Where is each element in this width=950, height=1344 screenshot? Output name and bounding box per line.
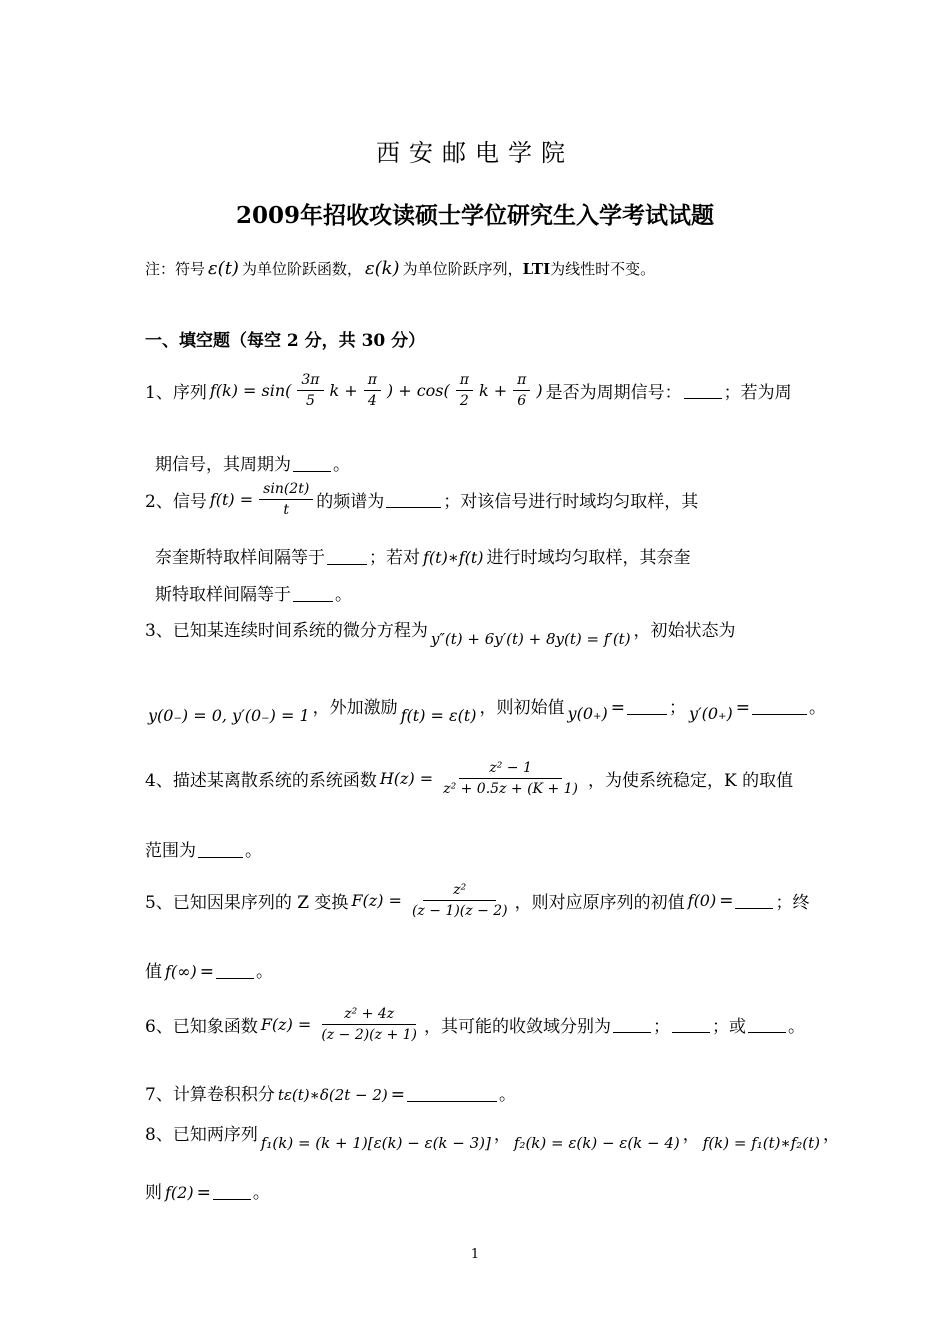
- q4-fraction: $\frac{\text{z² − 1}}{\text{z² + 0.5z + (K + 1)}}$: [443, 760, 578, 797]
- exam-title: 2009年招收攻读硕士学位研究生入学考试试题: [235, 202, 714, 229]
- answer-blank[interactable]: [735, 892, 773, 909]
- question-6-line-1: 6、已知象函数 F(z) = $\frac{\text{z² + 4z}}{(z - 2)(z + 1)}$ ，其可能的收敛域分别为 ； ；或 。: [145, 1006, 806, 1043]
- note-text-1: 为单位阶跃函数，: [241, 260, 362, 278]
- question-3-line-2: y(0₋) = 0, y′(0₋) = 1 ，外加激励 f(t) = ε(t) ，则初始值 y(0₊) = ； y′(0₊) = 。: [148, 698, 826, 725]
- note-lti: LTI: [522, 260, 551, 278]
- answer-blank[interactable]: [407, 1085, 497, 1102]
- note-symbol-step-sequence: ε(k): [364, 258, 400, 279]
- question-2-line-3: 斯特取样间隔等于 。: [155, 585, 352, 605]
- question-4-line-1: 4、描述某离散系统的系统函数 H(z) = $\frac{\text{z² − 1}}{\text{z² + 0.5z + (K + 1)}}$ ，为使系统稳定，K 的取值: [145, 760, 794, 797]
- page-number: 1: [470, 1247, 480, 1262]
- question-4-line-2: 范围为 。: [145, 841, 262, 861]
- question-2-line-2: 奈奎斯特取样间隔等于 ；若对 f(t)∗f(t) 进行时域均匀取样，其奈奎: [155, 548, 691, 568]
- answer-blank[interactable]: [213, 1183, 251, 1200]
- answer-blank[interactable]: [672, 1016, 710, 1033]
- q1-frac-4: $\frac{\pi}{6}$: [513, 372, 530, 409]
- q2-fraction: $\frac{\sin(2t)}{t}$: [259, 481, 313, 518]
- answer-blank[interactable]: [327, 548, 367, 565]
- answer-blank[interactable]: [613, 1016, 651, 1033]
- q5-fraction: $\frac{\text{z²}}{(z - 1)(z - 2)}$: [411, 882, 508, 919]
- answer-blank[interactable]: [752, 698, 807, 715]
- question-1-line-2: 期信号，其周期为 。: [155, 455, 350, 475]
- note-line: [145, 258, 655, 279]
- q1-frac-1: $\frac{3\pi}{5}$: [297, 372, 323, 409]
- note-text-3: 为线性时不变。: [550, 260, 656, 278]
- note-prefix: 注：符号: [145, 260, 206, 278]
- note-symbol-step-function: ε(t): [208, 258, 239, 279]
- q1-frac-3: $\frac{\pi}{2}$: [456, 372, 473, 409]
- q1-frac-2: $\frac{\pi}{4}$: [364, 372, 381, 409]
- school-name: 西安邮电学院: [376, 139, 574, 167]
- answer-blank[interactable]: [684, 382, 722, 399]
- question-7: 7、计算卷积积分 tε(t)∗δ(2t − 2) = 。: [145, 1085, 517, 1105]
- answer-blank[interactable]: [748, 1016, 786, 1033]
- q1-label: 1、序列: [145, 383, 207, 403]
- answer-blank[interactable]: [293, 455, 331, 472]
- question-3-line-1: 3、已知某连续时间系统的微分方程为 y″(t) + 6y′(t) + 8y(t) = f′(t) ，初始状态为: [145, 621, 736, 648]
- answer-blank[interactable]: [627, 698, 667, 715]
- question-5-line-2: 值 f(∞) = 。: [145, 962, 273, 982]
- question-8-line-1: 8、已知两序列 f₁(k) = (k + 1)[ε(k) − ε(k − 3)] ， f₂(k) = ε(k) − ε(k − 4) ， f(k) = f₁(t)∗f₂(t) ，: [145, 1125, 841, 1152]
- q1-lhs: f(k) = sin(: [209, 381, 292, 400]
- answer-blank[interactable]: [386, 491, 441, 508]
- note-text-2: 为单位阶跃序列，: [402, 260, 523, 278]
- answer-blank[interactable]: [293, 585, 333, 602]
- question-8-line-2: 则 f(2) = 。: [145, 1183, 270, 1203]
- q6-fraction: $\frac{\text{z² + 4z}}{(z - 2)(z + 1)}$: [321, 1006, 418, 1043]
- question-1-line-1: 1、序列 f(k) = sin( $\frac{3\pi}{5}$ k + $\frac{\pi}{4}$ ) + cos( $\frac{\pi}{2}$ k + $\frac{\pi}{6}$ ) 是否为周期信号： ；若为周: [145, 372, 792, 409]
- answer-blank[interactable]: [216, 962, 254, 979]
- section-title: 一、填空题（每空 2 分，共 30 分）: [145, 331, 426, 351]
- question-5-line-1: 5、已知因果序列的 Z 变换 F(z) = $\frac{\text{z²}}{(z - 1)(z - 2)}$ ，则对应原序列的初值 f(0) = ；终: [145, 882, 810, 919]
- answer-blank[interactable]: [198, 841, 243, 858]
- question-2-line-1: 2、信号 f(t) = $\frac{\sin(2t)}{t}$ 的频谱为 ；对该信号进行时域均匀取样，其: [145, 481, 699, 518]
